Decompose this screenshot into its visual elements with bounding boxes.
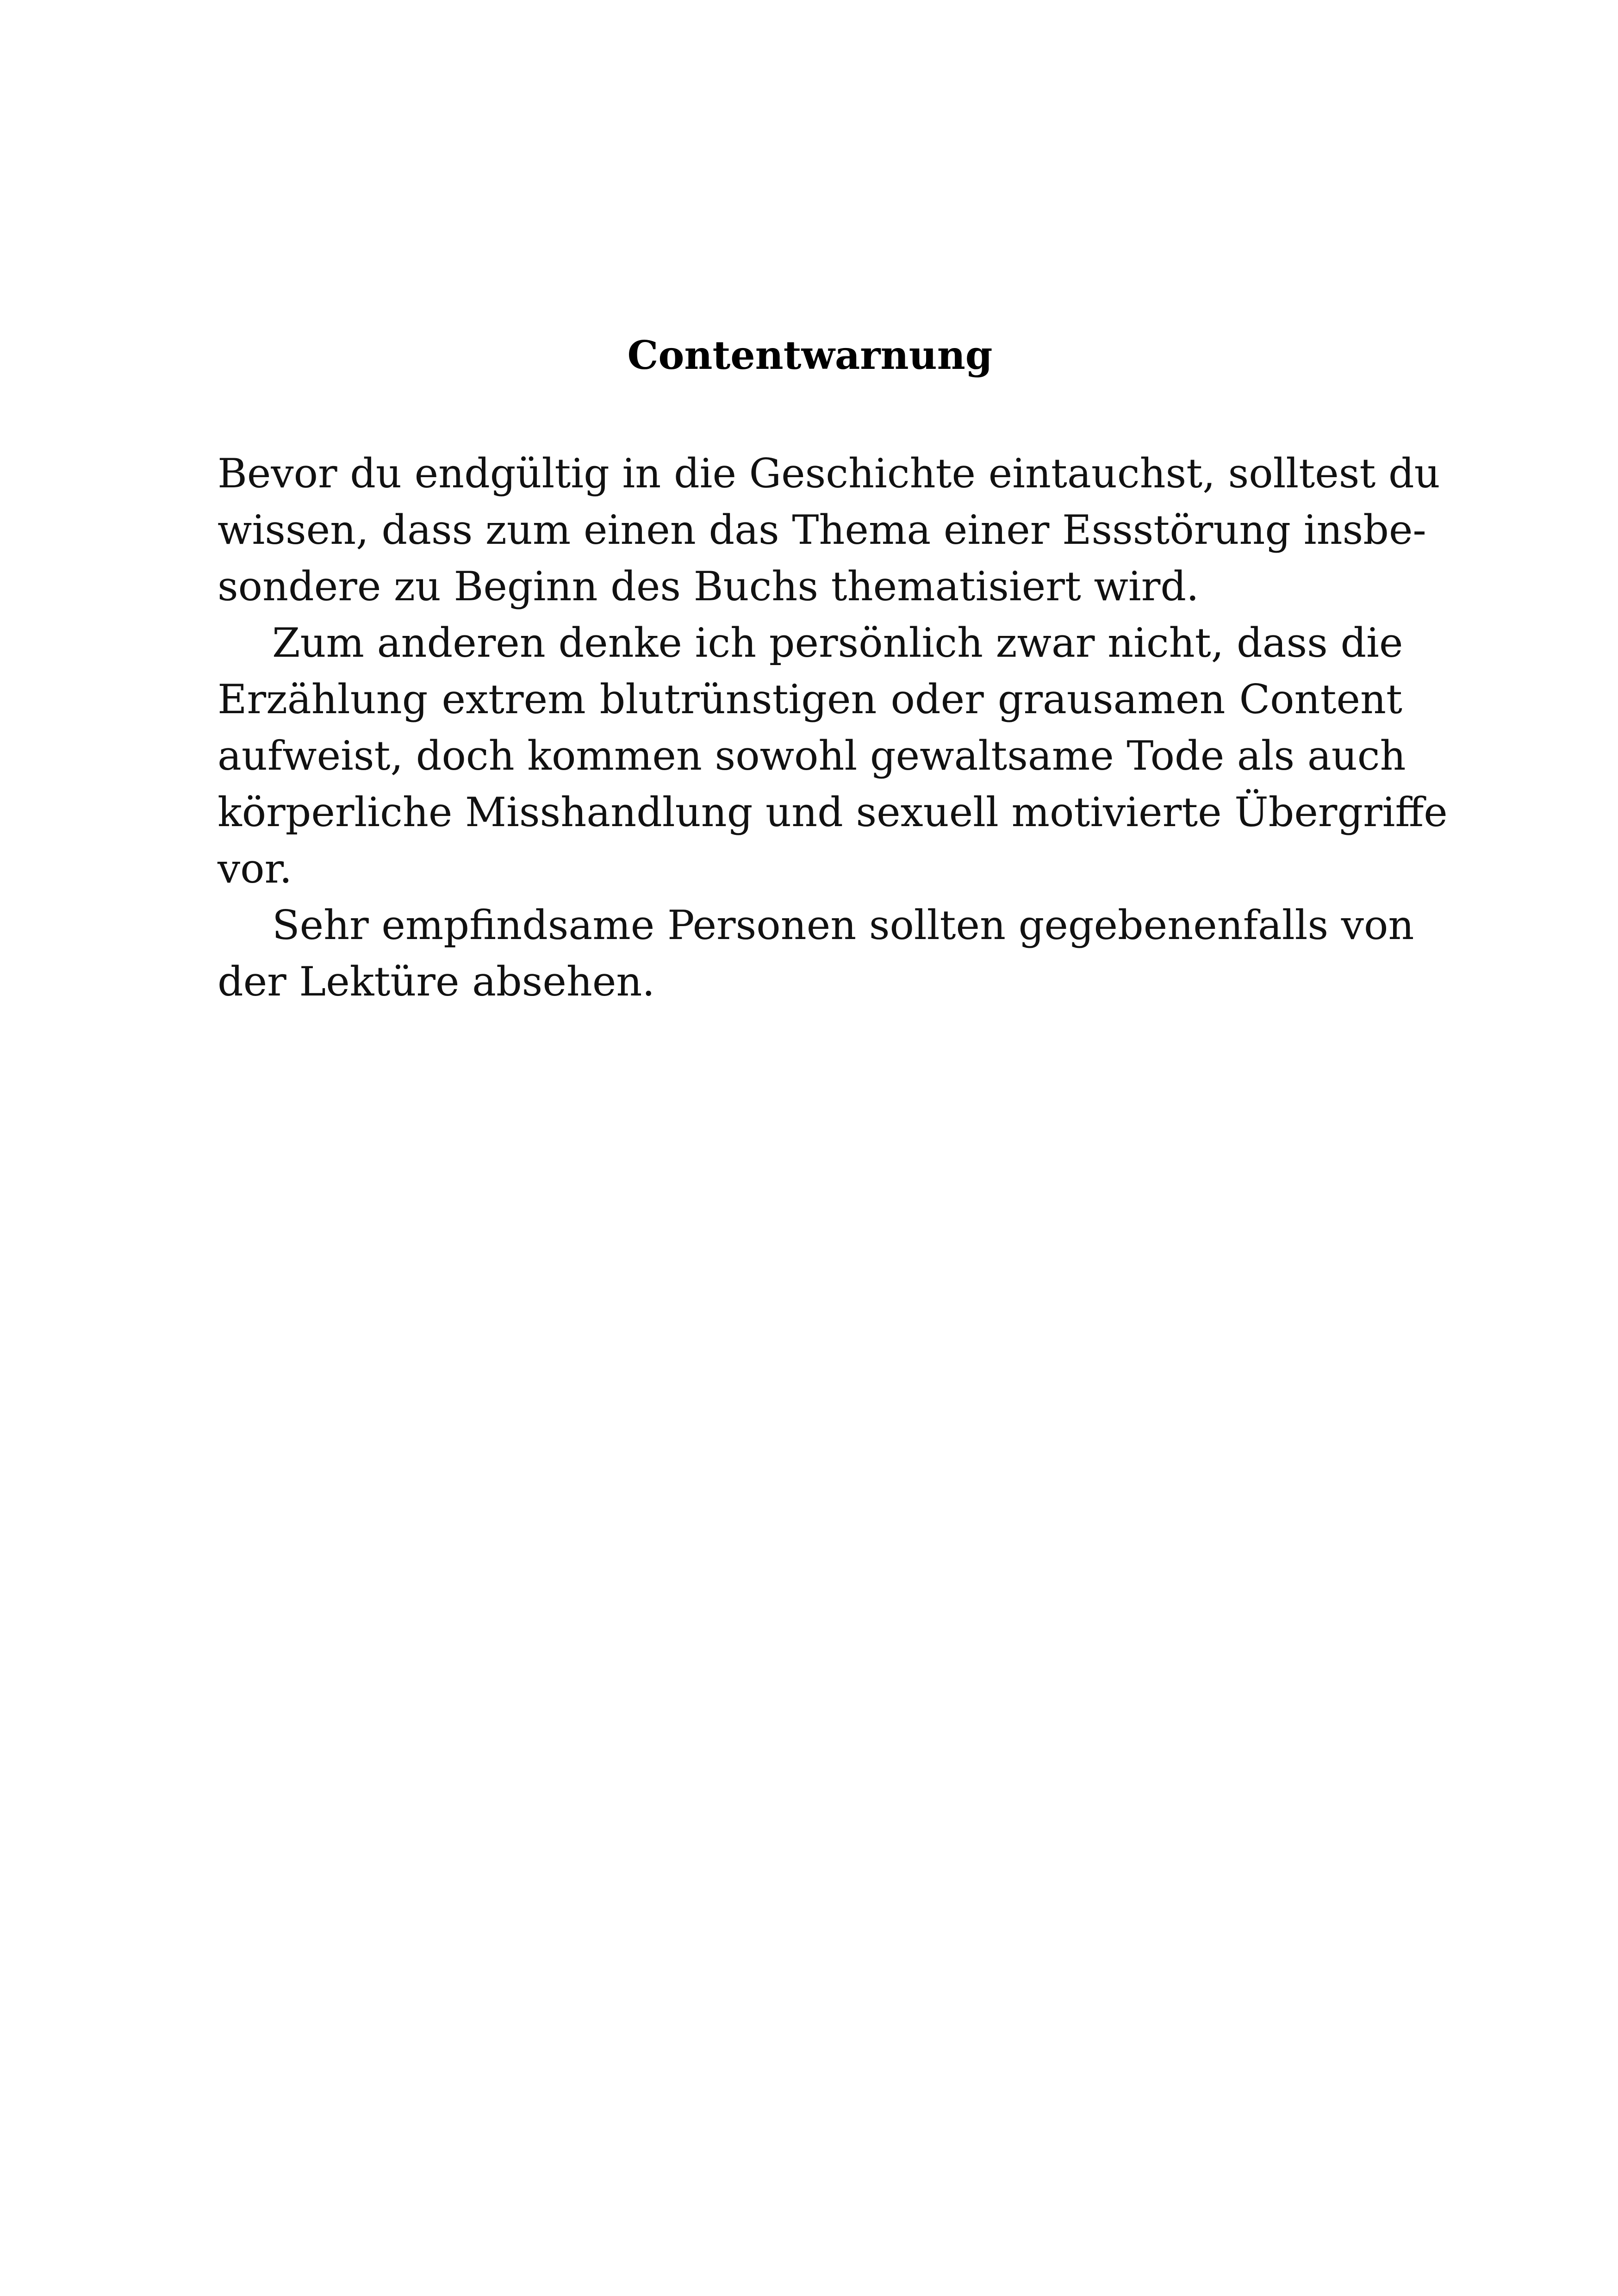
body-text xyxy=(218,445,1448,1010)
text-line: Zum anderen denke ich persönlich zwar nicht, dass die xyxy=(272,619,1403,666)
text-line: der Lektüre absehen. xyxy=(218,958,655,1005)
text-line: wissen, dass zum einen das Thema einer Essstörung insbe- xyxy=(218,506,1426,554)
text-line: körperliche Misshandlung und sexuell motivierte Übergriffe xyxy=(218,789,1448,836)
text-line: aufweist, doch kommen sowohl gewaltsame Tode als auch xyxy=(218,732,1406,779)
text-line: Erzählung extrem blutrünstigen oder grausamen Content xyxy=(218,676,1402,723)
text-line: vor. xyxy=(218,845,292,892)
text-line: sondere zu Beginn des Buchs thematisiert wird. xyxy=(218,563,1199,610)
page-heading: Contentwarnung xyxy=(627,332,993,378)
paragraph-3 xyxy=(218,897,1414,1010)
paragraph-1 xyxy=(218,445,1440,615)
text-line: Sehr empfindsame Personen sollten gegebenenfalls von xyxy=(272,902,1414,949)
text-line: Bevor du endgültig in die Geschichte eintauchst, solltest du xyxy=(218,450,1440,497)
paragraph-2 xyxy=(218,615,1448,897)
